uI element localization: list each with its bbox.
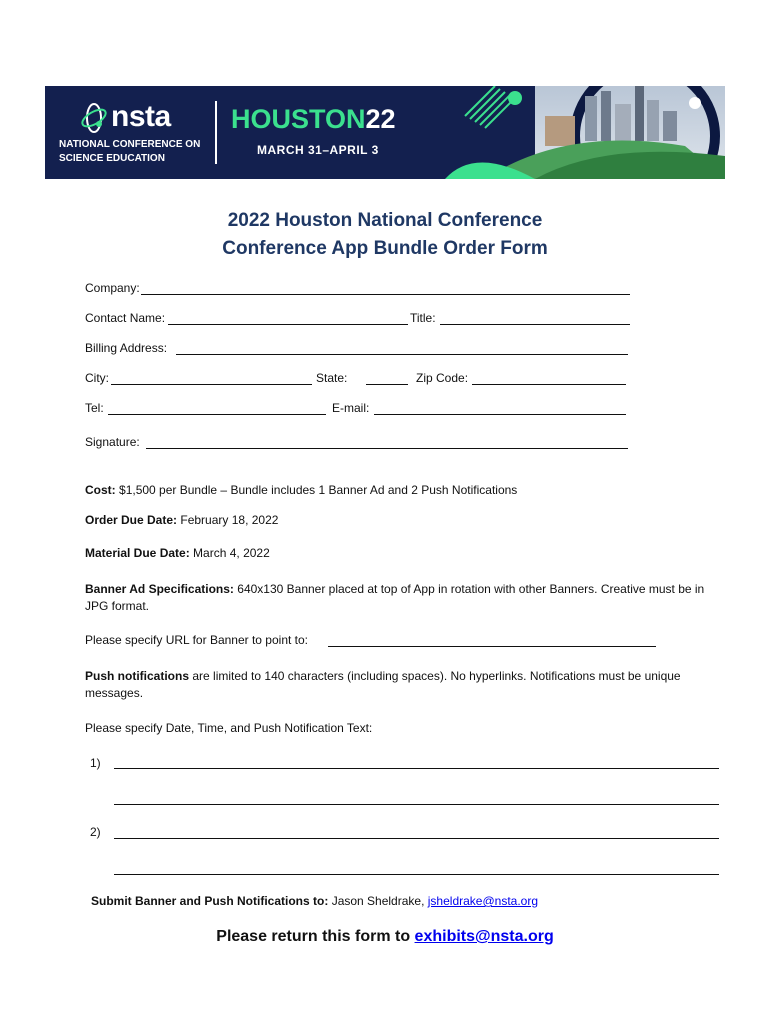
city-label: City: (85, 371, 109, 385)
push-text: are limited to 140 characters (including spaces). No hyperlinks. Notifications must be unique messages. (85, 669, 681, 700)
push-label: Push notifications (85, 669, 190, 683)
banner-spec-label: Banner Ad Specifications: (85, 582, 234, 596)
zip-field[interactable] (472, 384, 626, 385)
contact-name-label: Contact Name: (85, 311, 166, 325)
logo-subtitle-line2: SCIENCE EDUCATION (59, 153, 165, 164)
form-title-line2: Conference App Bundle Order Form (222, 238, 548, 259)
conference-dates: MARCH 31–APRIL 3 (257, 143, 379, 157)
push-notification-1-line1[interactable] (114, 768, 719, 769)
email-field[interactable] (374, 414, 626, 415)
city-text: HOUSTON (231, 104, 366, 134)
material-due-value: March 4, 2022 (193, 546, 270, 560)
push-notification-1-line2[interactable] (114, 804, 719, 805)
company-label: Company: (85, 281, 140, 295)
submit-name: Jason Sheldrake, (331, 894, 425, 908)
material-due-line (85, 545, 725, 562)
signature-label: Signature: (85, 435, 140, 449)
billing-address-label: Billing Address: (85, 341, 168, 355)
conference-banner (45, 86, 725, 179)
submit-label: Submit Banner and Push Notifications to: (91, 894, 329, 908)
title-field[interactable] (440, 324, 630, 325)
banner-spec-paragraph (85, 581, 717, 615)
order-due-label: Order Due Date: (85, 513, 178, 527)
state-label: State: (316, 371, 348, 385)
email-label: E-mail: (332, 401, 370, 415)
billing-address-field[interactable] (176, 354, 628, 355)
form-title-line1: 2022 Houston National Conference (227, 210, 543, 231)
item-number-1: 1) (90, 756, 101, 770)
push-paragraph (85, 668, 719, 702)
cost-text: $1,500 per Bundle – Bundle includes 1 Banner Ad and 2 Push Notifications (119, 483, 518, 497)
push-prompt: Please specify Date, Time, and Push Notification Text: (85, 721, 373, 735)
url-prompt: Please specify URL for Banner to point to: (85, 633, 309, 647)
houston-wordmark (231, 104, 396, 135)
banner-divider (215, 101, 217, 164)
title-label: Title: (410, 311, 436, 325)
contact-name-field[interactable] (168, 324, 408, 325)
cost-label: Cost: (85, 483, 116, 497)
nsta-logo-text: nsta (111, 100, 171, 133)
zip-label: Zip Code: (416, 371, 469, 385)
push-notification-2-line2[interactable] (114, 874, 719, 875)
cost-line (85, 482, 725, 499)
item-number-2: 2) (90, 825, 101, 839)
company-field[interactable] (141, 294, 630, 295)
push-notification-2-line1[interactable] (114, 838, 719, 839)
logo-subtitle-line1: NATIONAL CONFERENCE ON (59, 139, 201, 150)
signature-field[interactable] (146, 448, 628, 449)
material-due-label: Material Due Date: (85, 546, 190, 560)
state-field[interactable] (366, 384, 408, 385)
return-instructions (0, 928, 770, 946)
banner-spec-text: 640x130 Banner placed at top of App in rotation with other Banners. Creative must be in JPG format. (85, 582, 705, 613)
return-text: Please return this form to (216, 928, 411, 945)
logo-subtitle (59, 138, 200, 166)
nsta-logo-icon (79, 102, 109, 134)
year-text: 22 (365, 104, 396, 134)
order-due-value: February 18, 2022 (180, 513, 279, 527)
submit-instructions (91, 894, 538, 908)
banner-url-field[interactable] (328, 646, 656, 647)
submit-email-link[interactable]: jsheldrake@nsta.org (427, 894, 539, 908)
order-due-line (85, 512, 725, 529)
return-email-link[interactable]: exhibits@nsta.org (414, 928, 554, 945)
city-field[interactable] (111, 384, 312, 385)
tel-field[interactable] (108, 414, 326, 415)
tel-label: Tel: (85, 401, 104, 415)
